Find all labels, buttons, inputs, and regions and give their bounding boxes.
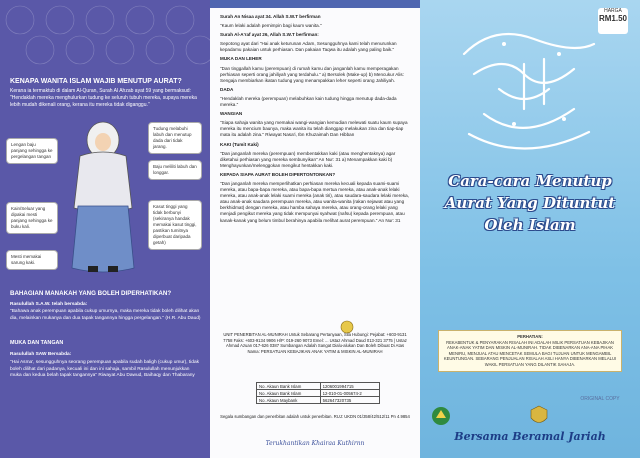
original-copy-stamp: ORIGINAL COPY [580, 396, 620, 402]
rasul1-text: "Bahawa anak perempuan apabila cukup umurnya, maka mereka tidak boleh dilihat akan dia, melainkan mukanya dan dua tapak tangannya hingga pergelangan." (H.R. Abu Daud) [10, 309, 201, 321]
notice-title: PERHATIAN: [517, 334, 543, 339]
heading-muka-tangan: MUKA DAN TANGAN [10, 340, 64, 346]
notice-box [438, 330, 622, 372]
table-row [257, 397, 380, 404]
callout-baju: Baju meliliti labuh dan longgar. [148, 160, 202, 180]
section-text: "Dan janganlah mereka memperlihatkan perhiasan mereka kecuali kepada suami-suami mereka, atau bapa-bapa mereka, atau bapa-bapa mertua mereka, atau anak-anak lelaki mereka, atau anak-anak lelaki suami mereka (anak tiri), atau saudara-saudara lelaki mereka, atau anak-anak saudara perempuan mereka, atau wanita-wanita (rakan sejawat atau yang berkhidmat) dengan mereka, atau hamba sahaya mereka, atau orang-orang lelaki yang menjadi pengikut mereka yang tidak mempunyai syahwat (nafsu) kepada perempuan, atau kanak-kanak yang belum timbul berahinya apabila melihat aurat perempuan." An Nur: 31 [220, 180, 409, 223]
section-text: Sepotong ayat dari "Hai anak keturunan Adam, Sesungguhnya kami telah menurunkan kepadamu pakaian untuk perhiasan. Dan pakaian Taqwa itu adalah yang paling baik." [220, 41, 397, 53]
section-heading: DADA [220, 86, 234, 92]
section-heading: MUKA DAN LEHER [220, 56, 262, 62]
callout-tudung: Tudung melabuhi labuh dan menutup dada dari tidak jarang. [148, 122, 202, 154]
table-row [257, 383, 380, 390]
heading-kenapa: KENAPA WANITA ISLAM WAJIB MENUTUP AURAT? [10, 78, 182, 85]
rasul2-title: Rasulullah SAW Bersabda: [10, 352, 72, 357]
account-value: 1206001994715 [320, 383, 379, 390]
crest-right-icon [530, 405, 548, 427]
callout-sleeve: Lengan baju panjang sehingga ke pergelangan tangan [6, 138, 58, 164]
cover-title: Cara-cara Menutup Aurat Yang Dituntut Oleh Islam [444, 172, 616, 234]
section-text: "Dan tinggallah kamu (perempuan) di rumah kamu dan janganlah kamu memperagakan perhiasan seperti orang jahiliyah yang terdahulu." a) Bersolek (Make-up) b) Mencukur Alis: Sengaja membiarkan ikatan tudung yang menampakkan leher seperti orang Jahiliyah. [220, 65, 404, 83]
callout-kasut: Kasut tinggi yang tidak berbunyi (sekiranya handak memakai kasut tinggi, pastikan tumitnya diperbuat daripada getah) [148, 200, 202, 250]
middle-panel [210, 0, 420, 458]
heading-bahagian: BAHAGIAN MANAKAH YANG BOLEH DIPERHATIKAN? [10, 290, 172, 297]
top-bar [210, 0, 420, 8]
calligraphy-logo-icon [444, 14, 604, 164]
verse-reference: Surah Al-A'raf ayat 26, Allah S.W.T berfirman: [220, 32, 319, 38]
left-panel [0, 0, 210, 458]
footer-script: Terukhantikan Khairaa Kuthirnn [265, 440, 365, 447]
rasul2-text: "Hai Asma', sesungguhnya seorang perempuan apabila sudah baligh (cukup umur), tidak boleh dilihat dari padanya, kecuali ini dan ini sahaja, sambil Rasulullah menunjukkan muka dan kedua belah tapak tangannya" Riwayat Abu Dawud, Baihaqy dan Thabarany [10, 360, 200, 379]
cover-panel [420, 0, 640, 458]
account-label: No. Akaun Maybank [257, 397, 321, 404]
section-heading: WANGIAN [220, 111, 243, 117]
rasul1-title: Rasulullah S.A.W. telah bersabda: [10, 302, 88, 307]
callout-stokin: Kain/Seluar yang dipakai mesti panjang sehingga ke buku kali. [6, 202, 58, 234]
contact-block: UNIT PENERBITAN AL-MUNIRAH Untuk Sebarang Pertanyaan, Sila Hubungi: Pejabat: +603-9131 7758 Faks: +603-9134 9906 H/P: 019-260 9073 Emel: ... Ustaz Ahmad Daud 013-321 3775 | Ustaz Ahmad Azuan 017-626 0387 Sumbangan Adalah Sangat Dialu-alukan Dan Boleh Dibuat Di Atas Nama: PERSATUAN KEBAJIKAN ANAK YATIM & MISKIN AL-MUNIRAH [223, 332, 407, 354]
price-label: HARGA [604, 8, 622, 14]
arabesque-pattern [0, 0, 210, 80]
verse-reference: Surah An Nisaa ayat 34. Allah S.W.T berfirman [220, 14, 321, 19]
hijab-woman-illustration [58, 118, 148, 278]
callout-sarung: Mesti memakai sarung kaki. [6, 250, 58, 270]
table-row [257, 390, 380, 397]
section-text: "Kaum lelaki adalah pemimpin bagi kaum wanita." [220, 23, 322, 29]
price-amount: RM1.50 [598, 14, 627, 23]
account-value: 562647320735 [320, 397, 379, 404]
account-label: No. Akaun Bank Islam [257, 390, 321, 397]
notice-text: REKABENTUK & PENYARAKAN RISALAH INI ADALAH MILIK PERSATUAN KEBAJIKAN ANAK-ANAK YATIM DAN MISKIN AL-MUNIRAH. TIDAK DIBENARKAN ANA-ANA PIHAK MENIRU, MENJUAL ATAU MENCETAK SEMULA BAGI TUJUAN UNTUK MENGAMBIL KEUNTUNGAN. SEBARANG PENJUALAN RISALAH ASLI HANYA DIBENARKAN MELALUI WAKIL PERSATUAN YANG DILANTIK SAHAJA. [443, 339, 617, 367]
section-heading: KEPADA SIAPA AURAT BOLEH DIPERTONTONKAN? [220, 171, 336, 177]
section-heading: KAKI (Tumit Kaki) [220, 141, 259, 147]
bottom-note: Segala sumbangan dan penerbitan adalah untuk penerbitan. RUJ: UKDN 01/358/42/512/11 Pn 4.9854 [220, 414, 410, 419]
crest-left-icon [430, 405, 452, 427]
account-value: 12-010-01-005674-2 [320, 390, 379, 397]
middle-body [220, 14, 410, 227]
section-text: "Hendaklah mereka (perempuan) melabuhkan kain tudung hingga menutup dada-dada mereka." [220, 95, 397, 108]
intro-text: Kerana ia termaktub di dalam Al-Quran, Surah Al Ahzab ayat 59 yang bermaksud: "Hendaklah mereka menghulurkan tudung ke seluruh tubuh mereka, supaya mereka lebih mudah dikenali orang, kerana itu mereka tidak diganggu." [10, 88, 197, 108]
slogan: Bersama Beramal Jariah [454, 430, 606, 443]
section-text: "Siapa sahaja wanita yang memakai wangi-wangian kemudian melewati suatu kaum supaya mereka itu mencium baunya, maka wanita itu telah dianggap melakukan zina dan tiap-tiap mata itu adalah zina." Riwayat Nasa'i, Ibn Khuzaimah Dan Hibban [220, 120, 408, 138]
account-label: No. Akaun Bank Islam [257, 383, 321, 390]
section-text: "Dan janganlah mereka (perempuan) membentakkan kaki (atau menghentaknya) agar diketahui perhiasan yang mereka sembunyikan" An Nur: 31 a) Menampakkan kaki b) Menghayunkan/melenggokan mengikut hentakkan kaki. [220, 150, 396, 168]
accounts-table [256, 382, 380, 404]
